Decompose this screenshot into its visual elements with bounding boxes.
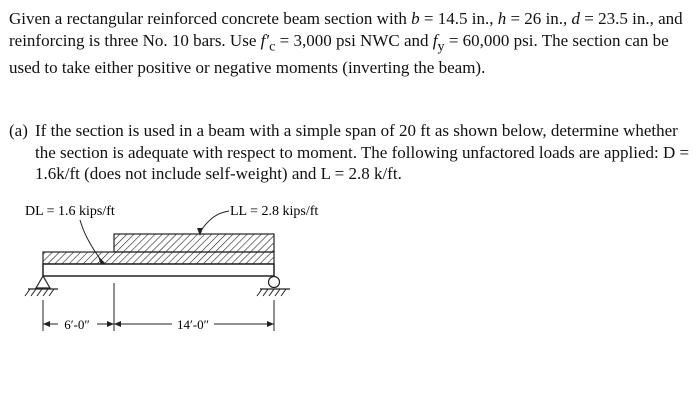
dead-load-block	[43, 252, 274, 264]
fy-value: = 60,000 psi. The section can be used to take either positive or negative moments (inverting the beam).	[9, 30, 669, 78]
fc-subscript: c	[269, 37, 276, 54]
d-value: = 23.5	[580, 9, 628, 28]
dim-left-arrow-a	[43, 321, 50, 327]
part-a-label: (a)	[9, 121, 28, 140]
intro-text: Given a rectangular reinforced concrete beam section with	[9, 9, 412, 28]
dl-label: DL = 1.6 kips/ft	[25, 204, 115, 219]
fc-value: = 3,000 psi NWC and	[275, 30, 433, 50]
dim-left-arrow-b	[107, 321, 114, 327]
dim-right-arrow-b	[267, 321, 274, 327]
dim-right-label: 14′-0″	[176, 317, 210, 332]
fy-subscript: y	[437, 37, 445, 54]
d-variable: d	[571, 9, 581, 28]
dim-right-arrow-a	[114, 321, 121, 327]
fc-variable: f′	[260, 30, 270, 50]
b-variable: b	[411, 9, 420, 28]
b-value: = 14.5	[419, 9, 468, 28]
h-value: = 26	[506, 9, 542, 28]
live-load-block	[114, 234, 274, 252]
separator: in.,	[541, 9, 572, 28]
roller-support	[269, 277, 280, 288]
pin-support	[36, 276, 50, 288]
beam-figure	[0, 198, 700, 348]
reinforcing-text: in., and reinforcing is three No. 10 bars. Use	[9, 9, 683, 50]
h-variable: h	[497, 9, 507, 28]
roller-ground-hatch	[257, 289, 286, 296]
part-a	[9, 120, 693, 185]
pin-ground-hatch	[25, 289, 54, 296]
part-a-text: If the section is used in a beam with a simple span of 20 ft as shown below, determine whether the section is adequate with respect to moment. The following unfactored loads are applied: D = 1.6k/ft (does not include self-weight) and L = 2.8 k/ft.	[35, 121, 690, 183]
separator: in.,	[467, 9, 498, 28]
beam	[43, 264, 274, 276]
ll-leader	[200, 211, 229, 232]
ll-label: LL = 2.8 kips/ft	[230, 204, 319, 219]
dim-left-label: 6′-0″	[64, 317, 90, 332]
fy-variable: f	[432, 30, 438, 50]
problem-statement	[9, 8, 693, 79]
